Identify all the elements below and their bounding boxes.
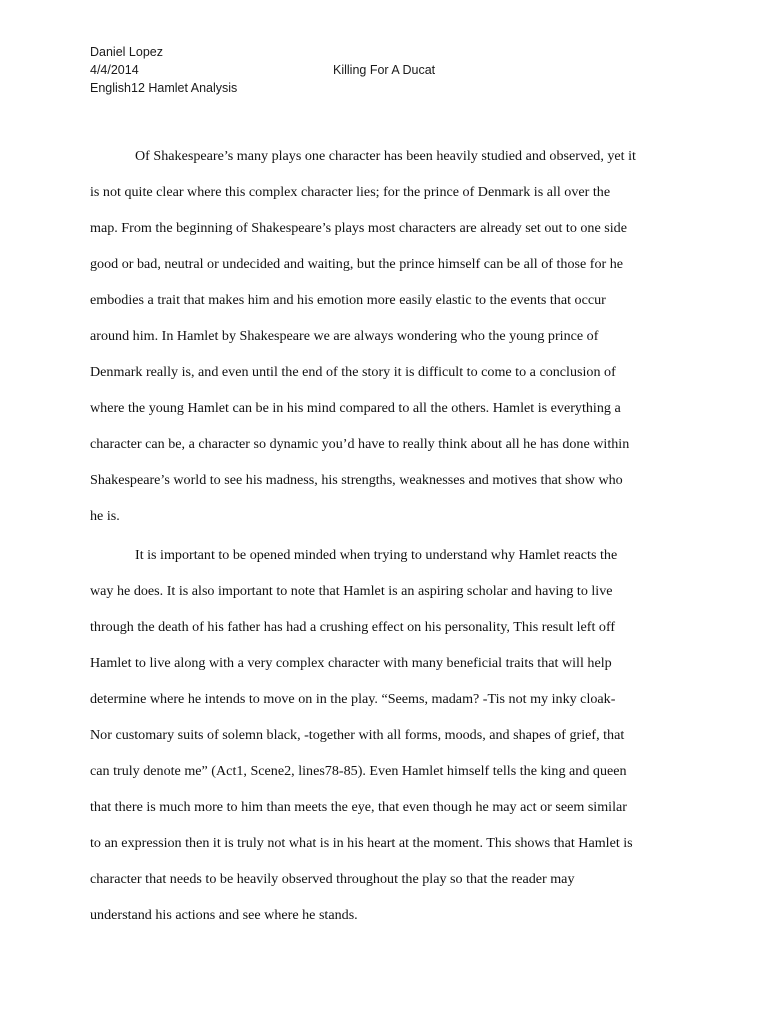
paragraph-line: Shakespeare’s world to see his madness, his strengths, weaknesses and motives that show who [90, 472, 623, 488]
date: 4/4/2014 [90, 63, 139, 77]
paragraph-line: Of Shakespeare’s many plays one character has been heavily studied and observed, yet it [135, 148, 636, 164]
paragraph-line: to an expression then it is truly not what is in his heart at the moment. This shows that Hamlet is [90, 835, 633, 851]
paragraph-1 [90, 138, 685, 534]
course-name: English12 Hamlet Analysis [90, 81, 238, 95]
paragraph-line: embodies a trait that makes him and his emotion more easily elastic to the events that occur [90, 292, 606, 308]
paragraph-line: can truly denote me” (Act1, Scene2, lines78-85). Even Hamlet himself tells the king and queen [90, 763, 627, 779]
paragraph-line: map. From the beginning of Shakespeare’s plays most characters are already set out to one side [90, 220, 627, 236]
paragraph-line: Hamlet to live along with a very complex character with many beneficial traits that will help [90, 655, 612, 671]
paragraph-line: character can be, a character so dynamic you’d have to really think about all he has done within [90, 436, 630, 452]
paragraph-line: that there is much more to him than meets the eye, that even though he may act or seem similar [90, 799, 627, 815]
paragraph-line: understand his actions and see where he stands. [90, 907, 358, 923]
paragraph-line: Nor customary suits of solemn black, -together with all forms, moods, and shapes of grief, that [90, 727, 625, 743]
paragraph-line: Denmark really is, and even until the end of the story it is difficult to come to a conclusion of [90, 364, 616, 380]
document-header [90, 43, 436, 97]
paragraph-line: he is. [90, 508, 120, 524]
paragraph-line: around him. In Hamlet by Shakespeare we are always wondering who the young prince of [90, 328, 599, 344]
paragraph-line: where the young Hamlet can be in his mind compared to all the others. Hamlet is everything a [90, 400, 621, 416]
paragraph-line: It is important to be opened minded when trying to understand why Hamlet reacts the [135, 547, 618, 563]
paragraph-2 [90, 537, 685, 933]
paragraph-line: is not quite clear where this complex character lies; for the prince of Denmark is all over the [90, 184, 611, 200]
author-name: Daniel Lopez [90, 45, 163, 59]
paragraph-line: good or bad, neutral or undecided and waiting, but the prince himself can be all of those for he [90, 256, 624, 272]
paragraph-line: way he does. It is also important to note that Hamlet is an aspiring scholar and having to live [90, 583, 613, 599]
paragraph-line: through the death of his father has had a crushing effect on his personality, This result left off [90, 619, 616, 635]
essay-title: Killing For A Ducat [333, 63, 436, 77]
paragraph-line: character that needs to be heavily observed throughout the play so that the reader may [90, 871, 575, 887]
paragraph-line: determine where he intends to move on in the play. “Seems, madam? -Tis not my inky cloak- [90, 691, 616, 707]
